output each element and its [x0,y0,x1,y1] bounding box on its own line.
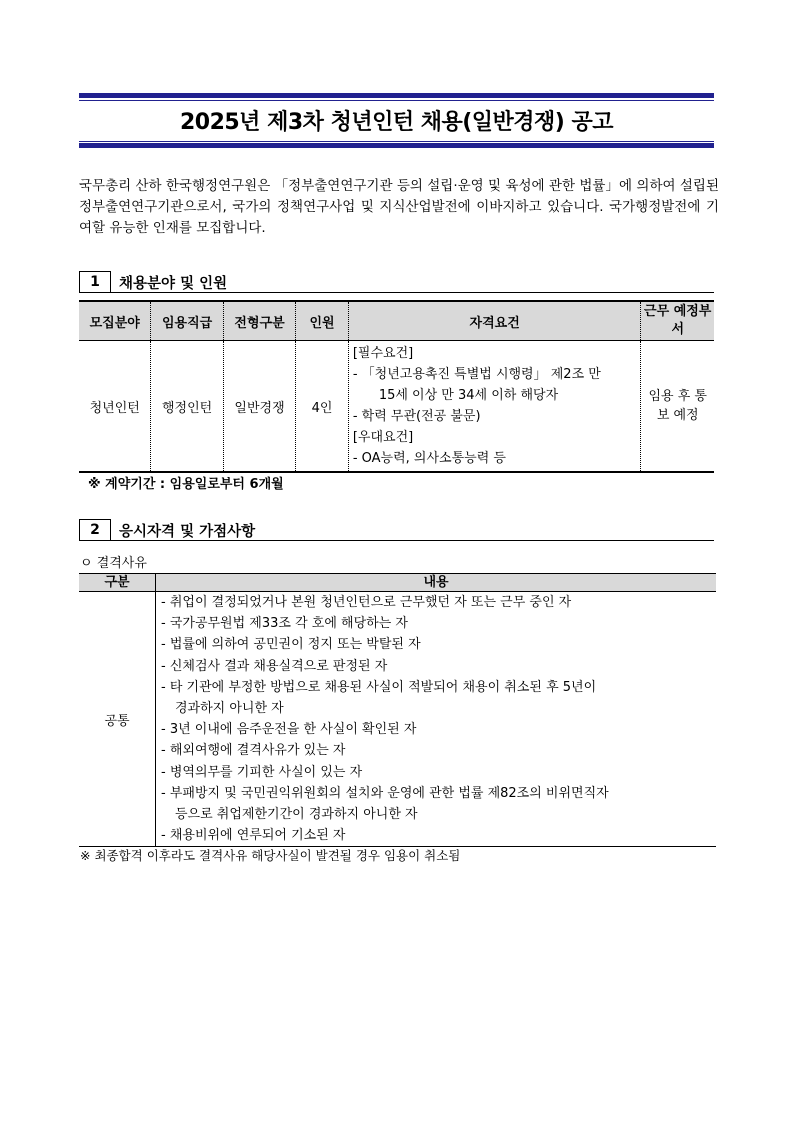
cell-gubun: 공통 [104,713,130,729]
list-item: - 채용비위에 연루되어 기소된 자 [161,828,346,844]
list-item: - 해외여행에 결격사유가 있는 자 [161,743,346,759]
cell-rank: 행정인턴 [151,341,223,473]
req-line: - 「청년고용촉진 특별법 시행령」 제2조 만 [352,367,601,382]
list-item: - 병역의무를 기피한 사실이 있는 자 [161,764,363,780]
cell-field: 청년인턴 [89,400,140,416]
cell-dept: 임용 후 통보 예정 [641,341,714,473]
header-rank: 임용직급 [151,301,223,341]
cell-count: 4인 [296,341,349,473]
cell-type: 일반경쟁 [223,341,295,473]
section-label: 채용분야 및 인원 [119,276,228,292]
cell-requirements [348,341,641,473]
list-item: - 신체검사 결과 채용실격으로 판정된 자 [161,658,388,674]
section-label: 응시자격 및 가점사항 [119,524,256,540]
list-item: - 국가공무원법 제33조 각 호에 해당하는 자 [161,616,408,632]
list-item: - 취업이 결정되었거나 본원 청년인턴으로 근무했던 자 또는 근무 중인 자 [161,595,572,610]
title-bar-top-thin [79,100,714,101]
list-item: - 3년 이내에 음주운전을 한 사실이 확인된 자 [161,722,417,738]
list-item: - 법률에 의하여 공민권이 정지 또는 박탈된 자 [161,637,421,653]
title-banner [79,93,714,149]
header-type: 전형구분 [223,301,295,341]
section-underline [111,292,714,293]
header-dept: 근무 예정부서 [641,301,714,341]
title-bar-top [79,93,714,98]
header-content: 내용 [156,574,717,592]
section-number: 1 [79,271,111,293]
section-2-heading [79,519,714,541]
title-bar-bottom [79,143,714,148]
req-title-preferred: [우대요건] [352,430,414,445]
list-item: - 부패방지 및 국민권익위원회의 설치와 운영에 관한 법률 제82조의 비위면직자 [161,785,609,801]
list-item: 경과하지 아니한 자 [175,701,284,717]
cell-content [156,592,717,847]
intro-paragraph: 국무총리 산하 한국행정연구원은 「정부출연연구기관 등의 설립·운영 및 육성에 관한 법률」에 의하여 설립된 정부출연연구기관으로서, 국가의 정책연구사업 및 지식산업발전에 이바지하고 있습니다. 국가행정발전에 기여할 유능한 인재를 모집합니다. [79,178,719,236]
disqualification-bullet: ㅇ 결격사유 [80,556,147,571]
section-underline [111,540,714,541]
cancellation-note: ※ 최종합격 이후라도 결격사유 해당사실이 발견될 경우 임용이 취소됨 [80,848,461,863]
header-field: 모집분야 [79,301,151,341]
disqualification-table [79,573,716,847]
header-count: 인원 [296,301,349,341]
header-requirements: 자격요건 [348,301,641,341]
recruitment-table [79,300,714,473]
contract-note: ※ 계약기간 : 임용일로부터 6개월 [88,477,284,492]
section-number: 2 [79,519,111,541]
req-line: - OA능력, 의사소통능력 등 [352,451,506,466]
header-gubun: 구분 [79,574,156,592]
page-title: 2025년 제3차 청년인턴 채용(일반경쟁) 공고 [179,110,614,135]
list-item: - 타 기관에 부정한 방법으로 채용된 사실이 적발되어 채용이 취소된 후 5년이 [161,679,597,695]
req-title-required: [필수요건] [352,346,414,361]
list-item: 등으로 취업제한기간이 경과하지 아니한 자 [175,807,418,823]
req-line: - 학력 무관(전공 불문) [352,409,481,424]
req-line: 15세 이상 만 34세 이하 해당자 [378,388,559,403]
section-1-heading [79,271,714,293]
table-row [79,341,714,473]
table-row [79,592,716,847]
title-bar-bottom-thin [79,141,714,142]
